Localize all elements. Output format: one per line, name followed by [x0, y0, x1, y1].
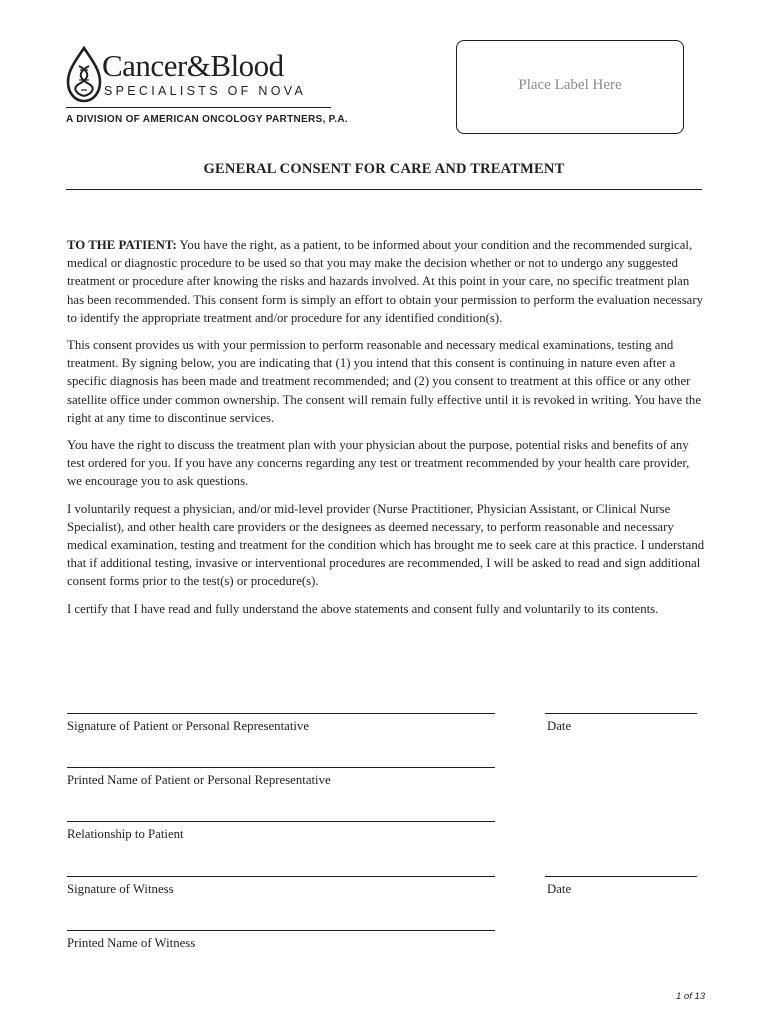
paragraph-certification: I certify that I have read and fully understand the above statements and consent fully and voluntarily to its contents.	[67, 601, 659, 616]
consent-body	[67, 236, 707, 627]
witness-signature-line[interactable]	[67, 876, 495, 877]
witness-signature-label: Signature of Witness	[67, 882, 174, 896]
paragraph-voluntary-request: I voluntarily request a physician, and/or mid-level provider (Nurse Practitioner, Physician Assistant, or Clinical Nurse Specialist), and other health care providers or the designees as deemed necessary, to perform reasonable and necessary medical examination, testing and treatment for the condition which has brought me to seek care at this practice. I understand that if additional testing, invasive or interventional procedures are recommended, I will be asked to read and sign additional consent forms prior to the test(s) or procedure(s).	[67, 501, 705, 589]
patient-signature-line[interactable]	[67, 713, 495, 714]
page-number: 1 of 13	[676, 991, 706, 1002]
title-divider	[66, 189, 702, 190]
date-label-2: Date	[547, 882, 572, 896]
label-placeholder-text: Place Label Here	[518, 77, 622, 93]
paragraph-to-patient	[67, 236, 707, 327]
witness-printed-name-line[interactable]	[67, 930, 495, 931]
company-logo	[66, 44, 346, 134]
logo-title: Cancer&Blood	[102, 48, 284, 83]
relationship-line[interactable]	[67, 821, 495, 822]
date-label-1: Date	[547, 719, 572, 733]
paragraph-consent-scope: This consent provides us with your permission to perform reasonable and necessary medical examinations, testing and treatment. By signing below, you are indicating that (1) you intend that this consent is continuing in nature even after a specific diagnosis has been made and treatment recommended; and (2) you consent to treatment at this office or any other satellite office under common ownership. The consent will remain fully effective until it is revoked in writing. You have the right at any time to discontinue services.	[67, 338, 702, 425]
paragraph-right-to-discuss: You have the right to discuss the treatment plan with your physician about the purpose, potential risks and benefits of any test ordered for you. If you have any concerns regarding any test or treatment recommended by your health care provider, we encourage you to ask questions.	[67, 438, 690, 489]
ribbon-helix-icon	[66, 46, 102, 104]
date-line-2[interactable]	[545, 876, 697, 877]
logo-division-text: A DIVISION OF AMERICAN ONCOLOGY PARTNERS, P.A.	[66, 114, 348, 125]
logo-subtitle: SPECIALISTS OF NOVA	[104, 84, 307, 98]
form-title: GENERAL CONSENT FOR CARE AND TREATMENT	[203, 161, 565, 177]
witness-printed-name-label: Printed Name of Witness	[67, 936, 196, 950]
printed-name-line[interactable]	[67, 767, 495, 768]
paragraph-lead: TO THE PATIENT:	[67, 238, 177, 252]
patient-signature-label: Signature of Patient or Personal Representative	[67, 719, 310, 733]
date-line-1[interactable]	[545, 713, 697, 714]
relationship-label: Relationship to Patient	[67, 827, 184, 841]
printed-name-label: Printed Name of Patient or Personal Representative	[67, 773, 331, 787]
logo-divider	[66, 107, 331, 108]
label-placeholder-box	[456, 40, 684, 134]
paragraph-text: You have the right, as a patient, to be informed about your condition and the recommended surgical, medical or diagnostic procedure to be used so that you may make the decision whether or not to undergo any suggested treatment or procedure after knowing the risks and hazards involved. At this point in your care, no specific treatment plan has been recommended. This consent form is simply an effort to obtain your permission to perform the evaluation necessary to identify the appropriate treatment and/or procedure for any identified condition(s).	[67, 238, 704, 325]
